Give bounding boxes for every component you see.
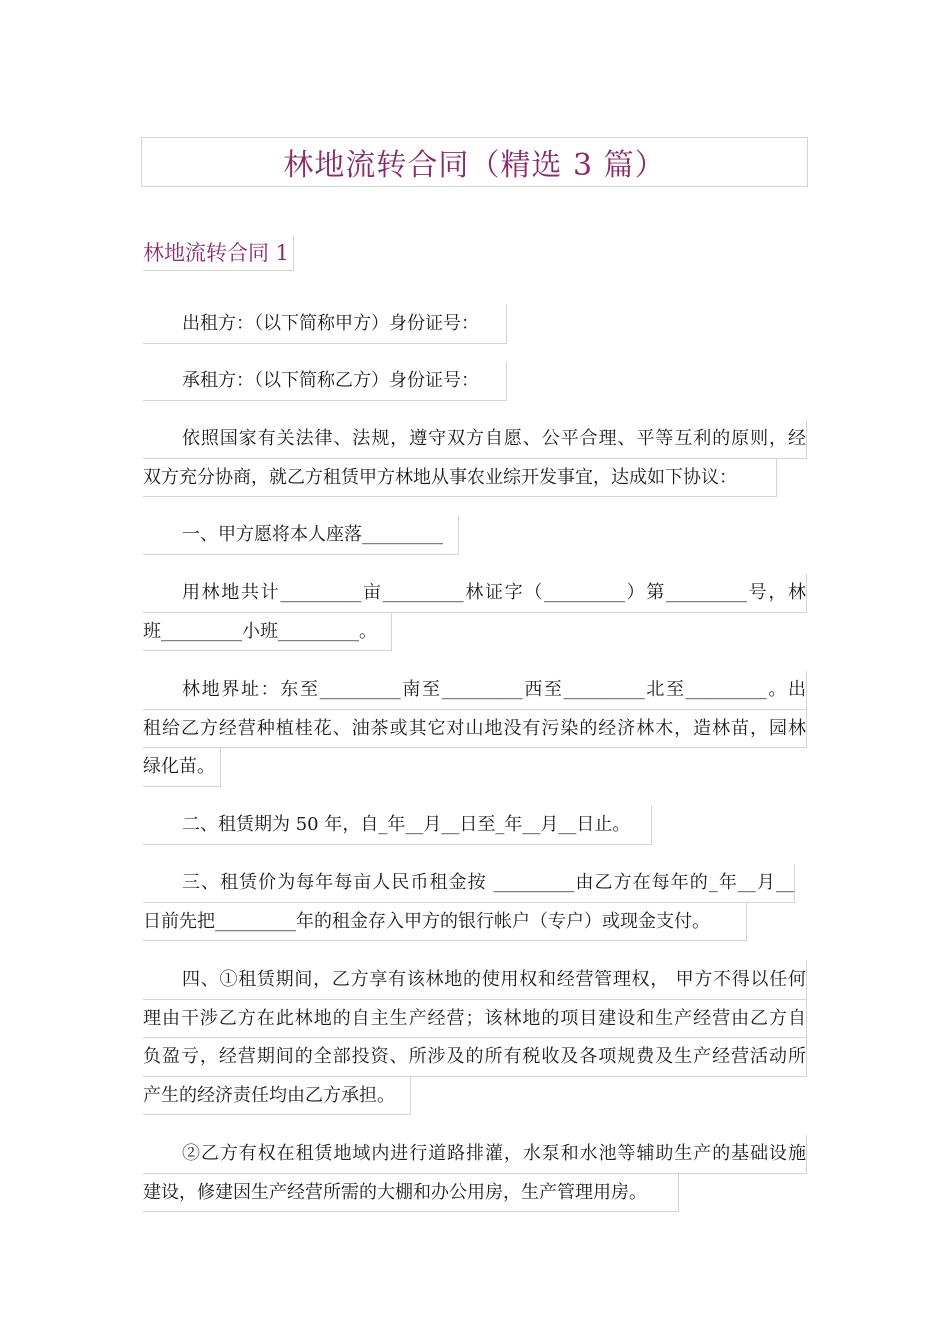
paragraph-line: 用林地共计_________亩_________林证字（_________）第_________号，林 [143, 574, 807, 613]
paragraph-clause-3 [143, 864, 795, 941]
paragraph-clause-1 [143, 516, 459, 555]
paragraph-line: 三、租赁价为每年每亩人民币租金按 _________由乙方在每年的_年__月__ [143, 864, 795, 903]
paragraph-clause-2 [143, 806, 652, 845]
paragraph-boundaries [143, 671, 807, 787]
paragraph-line: 理由干涉乙方在此林地的自主生产经营；该林地的项目建设和生产经营由乙方自 [143, 1000, 807, 1039]
paragraph-line: 建设，修建因生产经营所需的大棚和办公用房，生产管理用房。 [143, 1174, 679, 1213]
paragraph-line: 班_________小班_________。 [143, 613, 392, 652]
document-title-box [141, 137, 808, 187]
paragraph-lessor [143, 305, 507, 344]
paragraph-line: 绿化苗。 [143, 748, 221, 787]
paragraph-clause-4 [143, 961, 807, 1115]
paragraph-line: 一、甲方愿将本人座落_________ [143, 516, 459, 555]
paragraph-preamble [143, 420, 807, 497]
paragraph-land-area [143, 574, 807, 651]
paragraph-line: 四、①租赁期间，乙方享有该林地的使用权和经营管理权， 甲方不得以任何 [143, 961, 807, 1000]
paragraph-line: 依照国家有关法律、法规，遵守双方自愿、公平合理、平等互利的原则，经 [143, 420, 807, 459]
section-heading: 林地流转合同 1 [143, 236, 294, 271]
paragraph-line: 日前先把_________年的租金存入甲方的银行帐户（专户）或现金支付。 [143, 903, 747, 942]
document-title: 林地流转合同（精选 3 篇） [283, 148, 666, 183]
paragraph-line: 租给乙方经营种植桂花、油茶或其它对山地没有污染的经济林木，造林苗，园林 [143, 710, 807, 749]
paragraph-clause-4-2 [143, 1135, 807, 1212]
paragraph-lessee [143, 362, 507, 401]
paragraph-line: 林地界址：东至_________南至_________西至_________北至_________。出 [143, 671, 807, 710]
paragraph-line: 二、租赁期为 50 年，自_年__月__日至_年__月__日止。 [143, 806, 652, 845]
paragraph-line: 产生的经济责任均由乙方承担。 [143, 1077, 411, 1116]
paragraph-line: 负盈亏，经营期间的全部投资、所涉及的所有税收及各项规费及生产经营活动所 [143, 1038, 807, 1077]
paragraph-line: 承租方：（以下简称乙方）身份证号： [143, 362, 507, 401]
paragraph-line: 双方充分协商，就乙方租赁甲方林地从事农业综开发事宜，达成如下协议： [143, 459, 777, 498]
paragraph-line: 出租方：（以下简称甲方）身份证号： [143, 305, 507, 344]
paragraph-line: ②乙方有权在租赁地域内进行道路排灌，水泵和水池等辅助生产的基础设施 [143, 1135, 807, 1174]
